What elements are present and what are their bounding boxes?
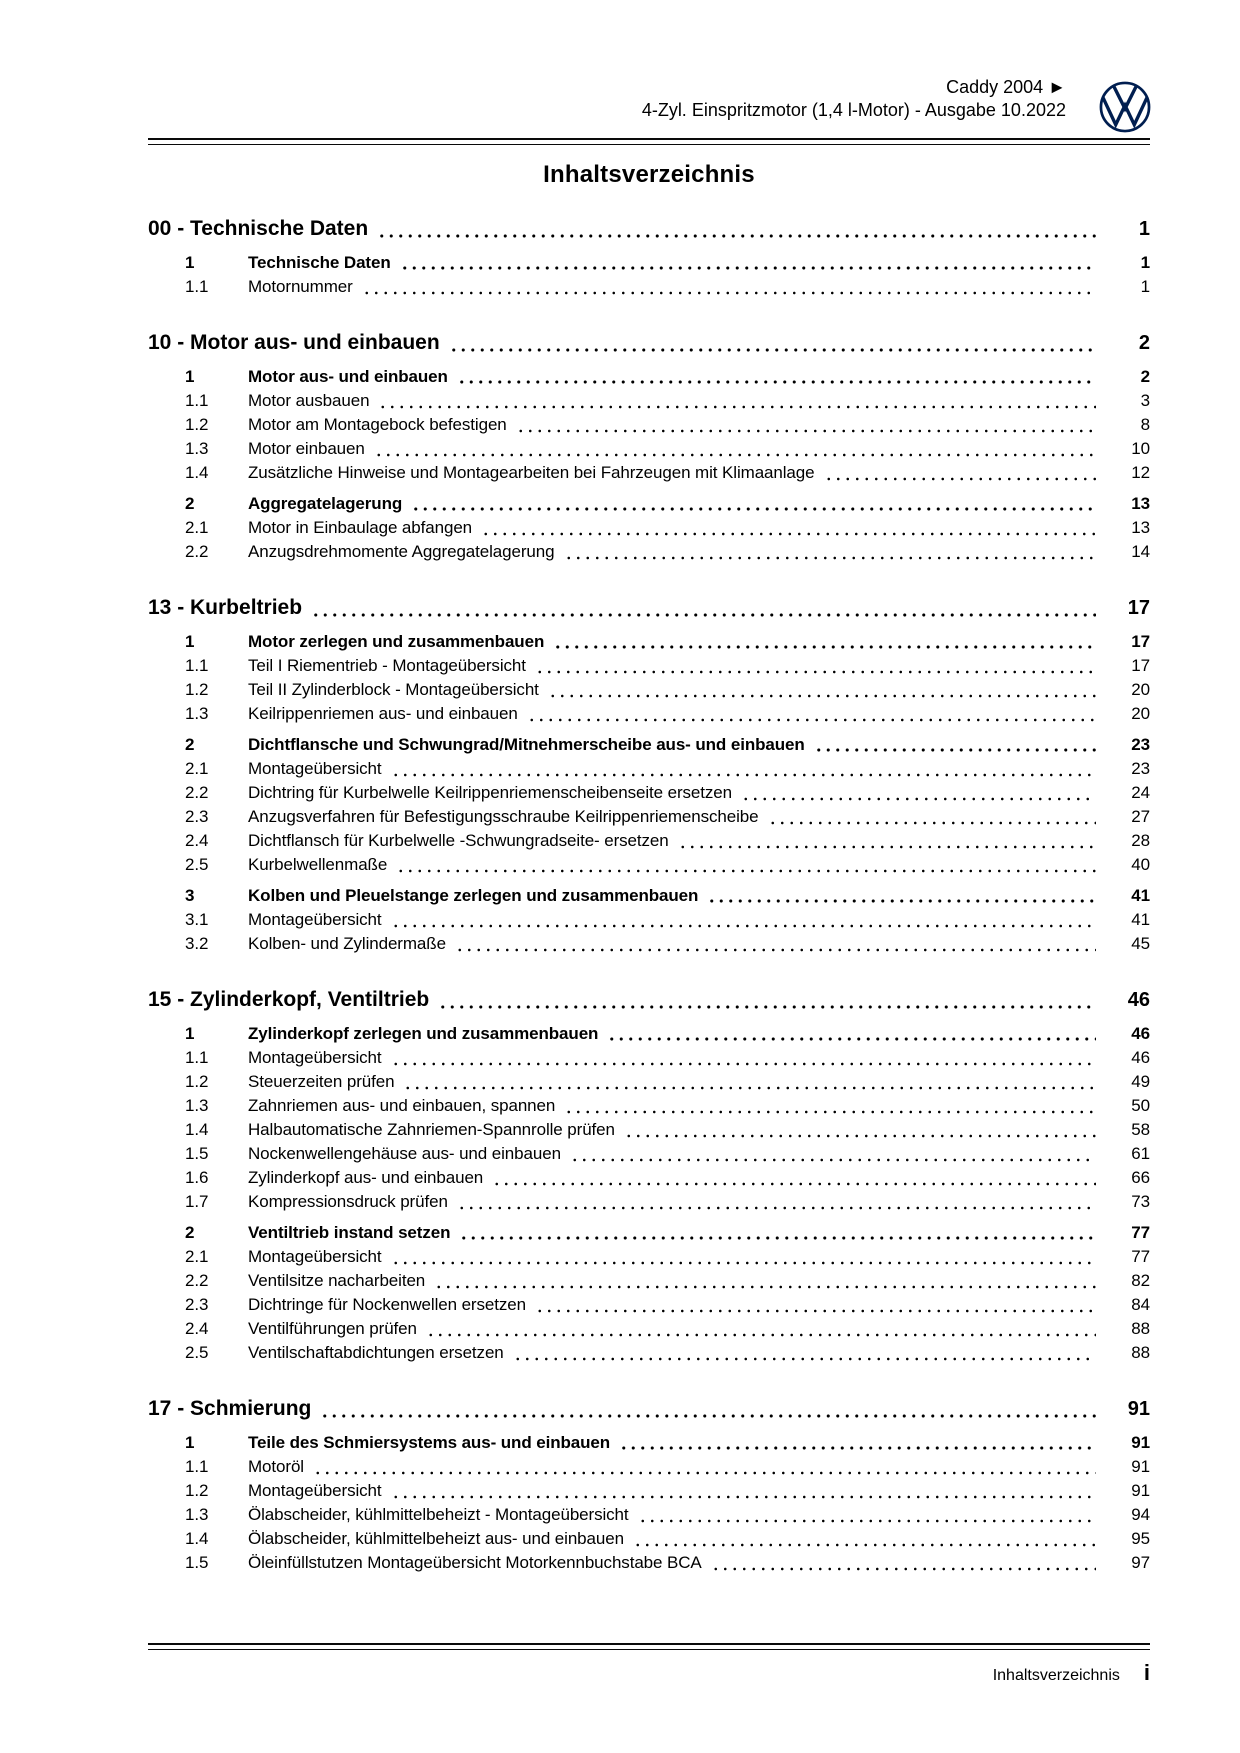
toc-entry-row [148, 1551, 1150, 1575]
dot-leader [457, 365, 1096, 389]
chapter-page-number: 46 [1127, 989, 1150, 1011]
entry-page-number: 91 [1131, 1457, 1150, 1476]
header-subtitle: 4-Zyl. Einspritzmotor (1,4 l-Motor) - Ausgabe 10.2022 [641, 100, 1066, 120]
entry-title: Montageübersicht [248, 1481, 382, 1500]
entry-page-number: 49 [1131, 1072, 1150, 1091]
entry-page-number: 23 [1131, 735, 1150, 754]
entry-title: Ölabscheider, kühlmittelbeheizt aus- und einbauen [248, 1529, 624, 1548]
chapter-title: 00 - Technische Daten [148, 217, 369, 240]
dot-leader [391, 757, 1096, 781]
entry-number: 1.4 [185, 1529, 209, 1548]
entry-page-number: 46 [1131, 1048, 1150, 1067]
entry-title: Keilrippenriemen aus- und einbauen [248, 704, 518, 723]
entry-page-number: 61 [1131, 1144, 1150, 1163]
chapter-page-number: 1 [1138, 218, 1150, 240]
dot-leader [377, 215, 1096, 243]
entry-title: Teil I Riementrieb - Montageübersicht [248, 656, 526, 675]
dot-leader [768, 805, 1096, 829]
entry-title: Montageübersicht [248, 910, 382, 929]
entry-page-number: 1 [1140, 253, 1150, 272]
dot-leader [391, 1479, 1096, 1503]
dot-leader [434, 1269, 1096, 1293]
chapter-title: 10 - Motor aus- und einbauen [148, 331, 440, 354]
toc-entry-row [148, 1431, 1150, 1455]
entry-title: Kolben- und Zylindermaße [248, 934, 446, 953]
entry-page-number: 95 [1131, 1529, 1150, 1548]
entry-number: 2.4 [185, 1319, 209, 1338]
entry-number: 1.1 [185, 1457, 209, 1476]
entry-title: Kompressionsdruck prüfen [248, 1192, 448, 1211]
entry-page-number: 41 [1131, 910, 1150, 929]
entry-page-number: 41 [1131, 886, 1150, 905]
entry-number: 2 [185, 1223, 195, 1242]
dot-leader [516, 413, 1096, 437]
entry-page-number: 27 [1131, 807, 1150, 826]
entry-number: 2.5 [185, 1343, 209, 1362]
entry-number: 3.1 [185, 910, 209, 929]
entry-page-number: 77 [1131, 1247, 1150, 1266]
dot-leader [362, 275, 1096, 299]
entry-title: Teil II Zylinderblock - Montageübersicht [248, 680, 539, 699]
entry-page-number: 94 [1131, 1505, 1150, 1524]
entry-page-number: 20 [1131, 680, 1150, 699]
entry-page-number: 88 [1131, 1343, 1150, 1362]
toc-entry-row [148, 1293, 1150, 1317]
entry-title: Motor einbauen [248, 439, 365, 458]
toc-entry-row [148, 461, 1150, 485]
entry-number: 2.3 [185, 807, 209, 826]
chapter-page-number: 91 [1127, 1398, 1150, 1420]
entry-title: Halbautomatische Zahnriemen-Spannrolle prüfen [248, 1120, 615, 1139]
chapter-title: 15 - Zylinderkopf, Ventiltrieb [148, 988, 430, 1011]
dot-leader [455, 932, 1096, 956]
entry-page-number: 24 [1131, 783, 1150, 802]
entry-number: 2.3 [185, 1295, 209, 1314]
toc-entry-row [148, 251, 1150, 275]
entry-page-number: 12 [1131, 463, 1150, 482]
toc-entry-row [148, 1317, 1150, 1341]
entry-title: Teile des Schmiersystems aus- und einbauen [248, 1433, 611, 1452]
toc-entry-row [148, 1166, 1150, 1190]
toc-entry-row [148, 437, 1150, 461]
dot-leader [638, 1503, 1096, 1527]
entry-title: Motor in Einbaulage abfangen [248, 518, 473, 537]
entry-title: Öleinfüllstutzen Montageübersicht Motorkennbuchstabe BCA [248, 1553, 702, 1572]
entry-number: 1.4 [185, 1120, 209, 1139]
entry-title: Motor am Montagebock befestigen [248, 415, 507, 434]
toc-entry-row [148, 275, 1150, 299]
entry-number: 1 [185, 632, 195, 651]
dot-leader [438, 986, 1096, 1014]
toc-entry-row [148, 365, 1150, 389]
entry-number: 1 [185, 1024, 195, 1043]
entry-title: Dichtflansch für Kurbelwelle -Schwungradseite- ersetzen [248, 831, 669, 850]
dot-leader [707, 884, 1096, 908]
dot-leader [492, 1166, 1096, 1190]
entry-page-number: 77 [1131, 1223, 1150, 1242]
dot-leader [535, 1293, 1096, 1317]
toc-entry-row [148, 1527, 1150, 1551]
entry-page-number: 1 [1140, 277, 1150, 296]
entry-title: Dichtringe für Nockenwellen ersetzen [248, 1295, 526, 1314]
dot-leader [824, 461, 1096, 485]
header-model: Caddy 2004 ► [946, 77, 1066, 97]
entry-title: Motor ausbauen [248, 391, 370, 410]
entry-page-number: 66 [1131, 1168, 1150, 1187]
entry-title: Zylinderkopf aus- und einbauen [248, 1168, 484, 1187]
entry-number: 1 [185, 1433, 195, 1452]
dot-leader [320, 1395, 1096, 1423]
toc-entry-row [148, 757, 1150, 781]
footer-label: Inhaltsverzeichnis [992, 1667, 1120, 1684]
dot-leader [564, 540, 1097, 564]
entry-page-number: 20 [1131, 704, 1150, 723]
toc-entry-row [148, 516, 1150, 540]
dot-leader [403, 1070, 1096, 1094]
entry-number: 1.2 [185, 415, 209, 434]
toc-entry-row [148, 1094, 1150, 1118]
toc-entry-row [148, 1190, 1150, 1214]
entry-title: Dichtflansche und Schwungrad/Mitnehmerscheibe aus- und einbauen [248, 735, 805, 754]
entry-title: Zylinderkopf zerlegen und zusammenbauen [248, 1024, 599, 1043]
entry-page-number: 58 [1131, 1120, 1150, 1139]
entry-page-number: 46 [1131, 1024, 1150, 1043]
dot-leader [374, 437, 1096, 461]
entry-title: Anzugsverfahren für Befestigungsschraube Keilrippenriemenscheibe [248, 807, 759, 826]
toc-entry-row [148, 884, 1150, 908]
toc-entry-row [148, 1341, 1150, 1365]
toc-entry-row [148, 1046, 1150, 1070]
entry-number: 1 [185, 253, 195, 272]
toc-entry-row [148, 805, 1150, 829]
toc-chapter-row [148, 594, 1150, 622]
toc-entry-row [148, 908, 1150, 932]
toc-entry-row [148, 1269, 1150, 1293]
dot-leader [570, 1142, 1096, 1166]
dot-leader [711, 1551, 1096, 1575]
toc-entry-row [148, 1245, 1150, 1269]
entry-page-number: 91 [1131, 1481, 1150, 1500]
dot-leader [426, 1317, 1096, 1341]
page-footer [148, 1643, 1150, 1685]
chapter-page-number: 17 [1127, 597, 1150, 619]
entry-number: 1.4 [185, 463, 209, 482]
entry-number: 1.2 [185, 680, 209, 699]
dot-leader [548, 678, 1096, 702]
entry-number: 2.5 [185, 855, 209, 874]
toc-entry-row [148, 829, 1150, 853]
dot-leader [619, 1431, 1096, 1455]
dot-leader [564, 1094, 1096, 1118]
entry-title: Montageübersicht [248, 759, 382, 778]
entry-number: 1.3 [185, 1096, 209, 1115]
dot-leader [378, 389, 1096, 413]
entry-title: Steuerzeiten prüfen [248, 1072, 395, 1091]
toc-entry-row [148, 932, 1150, 956]
dot-leader [400, 251, 1096, 275]
entry-page-number: 13 [1131, 494, 1150, 513]
vw-logo-icon [1098, 80, 1152, 134]
entry-number: 1.2 [185, 1072, 209, 1091]
toc-chapter-section [148, 1395, 1150, 1575]
entry-title: Zahnriemen aus- und einbauen, spannen [248, 1096, 556, 1115]
entry-page-number: 45 [1131, 934, 1150, 953]
page-header [148, 76, 1150, 145]
entry-page-number: 82 [1131, 1271, 1150, 1290]
entry-number: 1.3 [185, 439, 209, 458]
dot-leader [741, 781, 1096, 805]
entry-page-number: 17 [1131, 656, 1150, 675]
entry-number: 2 [185, 735, 195, 754]
entry-title: Montageübersicht [248, 1247, 382, 1266]
dot-leader [411, 492, 1096, 516]
entry-title: Motornummer [248, 277, 353, 296]
entry-number: 2.4 [185, 831, 209, 850]
chapter-page-number: 2 [1138, 332, 1150, 354]
dot-leader [624, 1118, 1096, 1142]
dot-leader [457, 1190, 1096, 1214]
entry-number: 2.2 [185, 542, 209, 561]
entry-number: 1.2 [185, 1481, 209, 1500]
dot-leader [313, 1455, 1096, 1479]
dot-leader [481, 516, 1096, 540]
toc-entry-row [148, 654, 1150, 678]
toc-entry-row [148, 678, 1150, 702]
entry-title: Zusätzliche Hinweise und Montagearbeiten bei Fahrzeugen mit Klimaanlage [248, 463, 815, 482]
toc-chapter-section [148, 215, 1150, 299]
toc-chapter-row [148, 986, 1150, 1014]
toc-chapter-row [148, 329, 1150, 357]
entry-page-number: 50 [1131, 1096, 1150, 1115]
dot-leader [814, 733, 1096, 757]
toc-entry-row [148, 630, 1150, 654]
header-rule [148, 138, 1150, 145]
entry-title: Ventilschaftabdichtungen ersetzen [248, 1343, 504, 1362]
dot-leader [535, 654, 1096, 678]
chapter-title: 17 - Schmierung [148, 1397, 312, 1420]
dot-leader [459, 1221, 1096, 1245]
entry-title: Motor aus- und einbauen [248, 367, 448, 386]
toc-entry-row [148, 853, 1150, 877]
toc-chapter-section [148, 329, 1150, 564]
entry-page-number: 3 [1140, 391, 1150, 410]
entry-title: Anzugsdrehmomente Aggregatelagerung [248, 542, 555, 561]
entry-page-number: 84 [1131, 1295, 1150, 1314]
entry-number: 1 [185, 367, 195, 386]
toc-entry-row [148, 389, 1150, 413]
entry-title: Kolben und Pleuelstange zerlegen und zusammenbauen [248, 886, 699, 905]
toc-entry-row [148, 1070, 1150, 1094]
dot-leader [391, 908, 1096, 932]
toc-chapter-row [148, 1395, 1150, 1423]
toc-entry-row [148, 492, 1150, 516]
entry-title: Kurbelwellenmaße [248, 855, 388, 874]
dot-leader [553, 630, 1096, 654]
toc-entry-row [148, 1221, 1150, 1245]
entry-title: Motor zerlegen und zusammenbauen [248, 632, 545, 651]
page-title: Inhaltsverzeichnis [543, 161, 755, 188]
entry-title: Ölabscheider, kühlmittelbeheizt - Montageübersicht [248, 1505, 629, 1524]
entry-page-number: 10 [1131, 439, 1150, 458]
entry-number: 2.2 [185, 1271, 209, 1290]
entry-page-number: 28 [1131, 831, 1150, 850]
toc-entry-row [148, 733, 1150, 757]
entry-number: 3.2 [185, 934, 209, 953]
entry-number: 1.1 [185, 656, 209, 675]
entry-title: Ventilführungen prüfen [248, 1319, 417, 1338]
entry-number: 1.6 [185, 1168, 209, 1187]
entry-title: Dichtring für Kurbelwelle Keilrippenriemenscheibenseite ersetzen [248, 783, 733, 802]
entry-number: 3 [185, 886, 195, 905]
entry-number: 1.1 [185, 391, 209, 410]
entry-number: 1.5 [185, 1553, 209, 1572]
toc-entry-row [148, 781, 1150, 805]
toc-entry-row [148, 1479, 1150, 1503]
header-text-block [148, 76, 1150, 122]
toc-entry-row [148, 540, 1150, 564]
dot-leader [513, 1341, 1096, 1365]
entry-title: Aggregatelagerung [248, 494, 403, 513]
toc-entry-row [148, 1503, 1150, 1527]
dot-leader [311, 594, 1096, 622]
dot-leader [633, 1527, 1096, 1551]
entry-number: 2.1 [185, 759, 209, 778]
entry-page-number: 91 [1131, 1433, 1150, 1452]
dot-leader [449, 329, 1096, 357]
dot-leader [391, 1245, 1096, 1269]
toc-entry-row [148, 1142, 1150, 1166]
entry-number: 1.1 [185, 1048, 209, 1067]
entry-title: Technische Daten [248, 253, 391, 272]
entry-page-number: 13 [1131, 518, 1150, 537]
toc-entry-row [148, 1455, 1150, 1479]
entry-page-number: 73 [1131, 1192, 1150, 1211]
entry-page-number: 17 [1131, 632, 1150, 651]
toc-chapter-section [148, 594, 1150, 956]
entry-number: 1.3 [185, 704, 209, 723]
entry-page-number: 8 [1140, 415, 1150, 434]
entry-page-number: 2 [1140, 367, 1150, 386]
toc-chapter-section [148, 986, 1150, 1365]
entry-number: 1.3 [185, 1505, 209, 1524]
toc-entry-row [148, 1118, 1150, 1142]
entry-number: 2 [185, 494, 195, 513]
toc-chapter-row [148, 215, 1150, 243]
dot-leader [678, 829, 1096, 853]
entry-number: 1.1 [185, 277, 209, 296]
entry-number: 2.1 [185, 1247, 209, 1266]
entry-number: 2.1 [185, 518, 209, 537]
entry-title: Ventilsitze nacharbeiten [248, 1271, 426, 1290]
footer-rule [148, 1643, 1150, 1650]
dot-leader [396, 853, 1096, 877]
entry-title: Montageübersicht [248, 1048, 382, 1067]
entry-page-number: 14 [1131, 542, 1150, 561]
table-of-contents [148, 215, 1150, 1575]
entry-title: Ventiltrieb instand setzen [248, 1223, 451, 1242]
chapter-title: 13 - Kurbeltrieb [148, 596, 303, 619]
entry-page-number: 40 [1131, 855, 1150, 874]
toc-entry-row [148, 413, 1150, 437]
toc-entry-row [148, 1022, 1150, 1046]
entry-number: 2.2 [185, 783, 209, 802]
entry-page-number: 97 [1131, 1553, 1150, 1572]
entry-number: 1.5 [185, 1144, 209, 1163]
entry-title: Motoröl [248, 1457, 304, 1476]
toc-entry-row [148, 702, 1150, 726]
dot-leader [391, 1046, 1096, 1070]
entry-page-number: 88 [1131, 1319, 1150, 1338]
entry-number: 1.7 [185, 1192, 209, 1211]
dot-leader [607, 1022, 1096, 1046]
entry-page-number: 23 [1131, 759, 1150, 778]
dot-leader [527, 702, 1096, 726]
footer-page-number: i [1143, 1660, 1150, 1685]
entry-title: Nockenwellengehäuse aus- und einbauen [248, 1144, 561, 1163]
